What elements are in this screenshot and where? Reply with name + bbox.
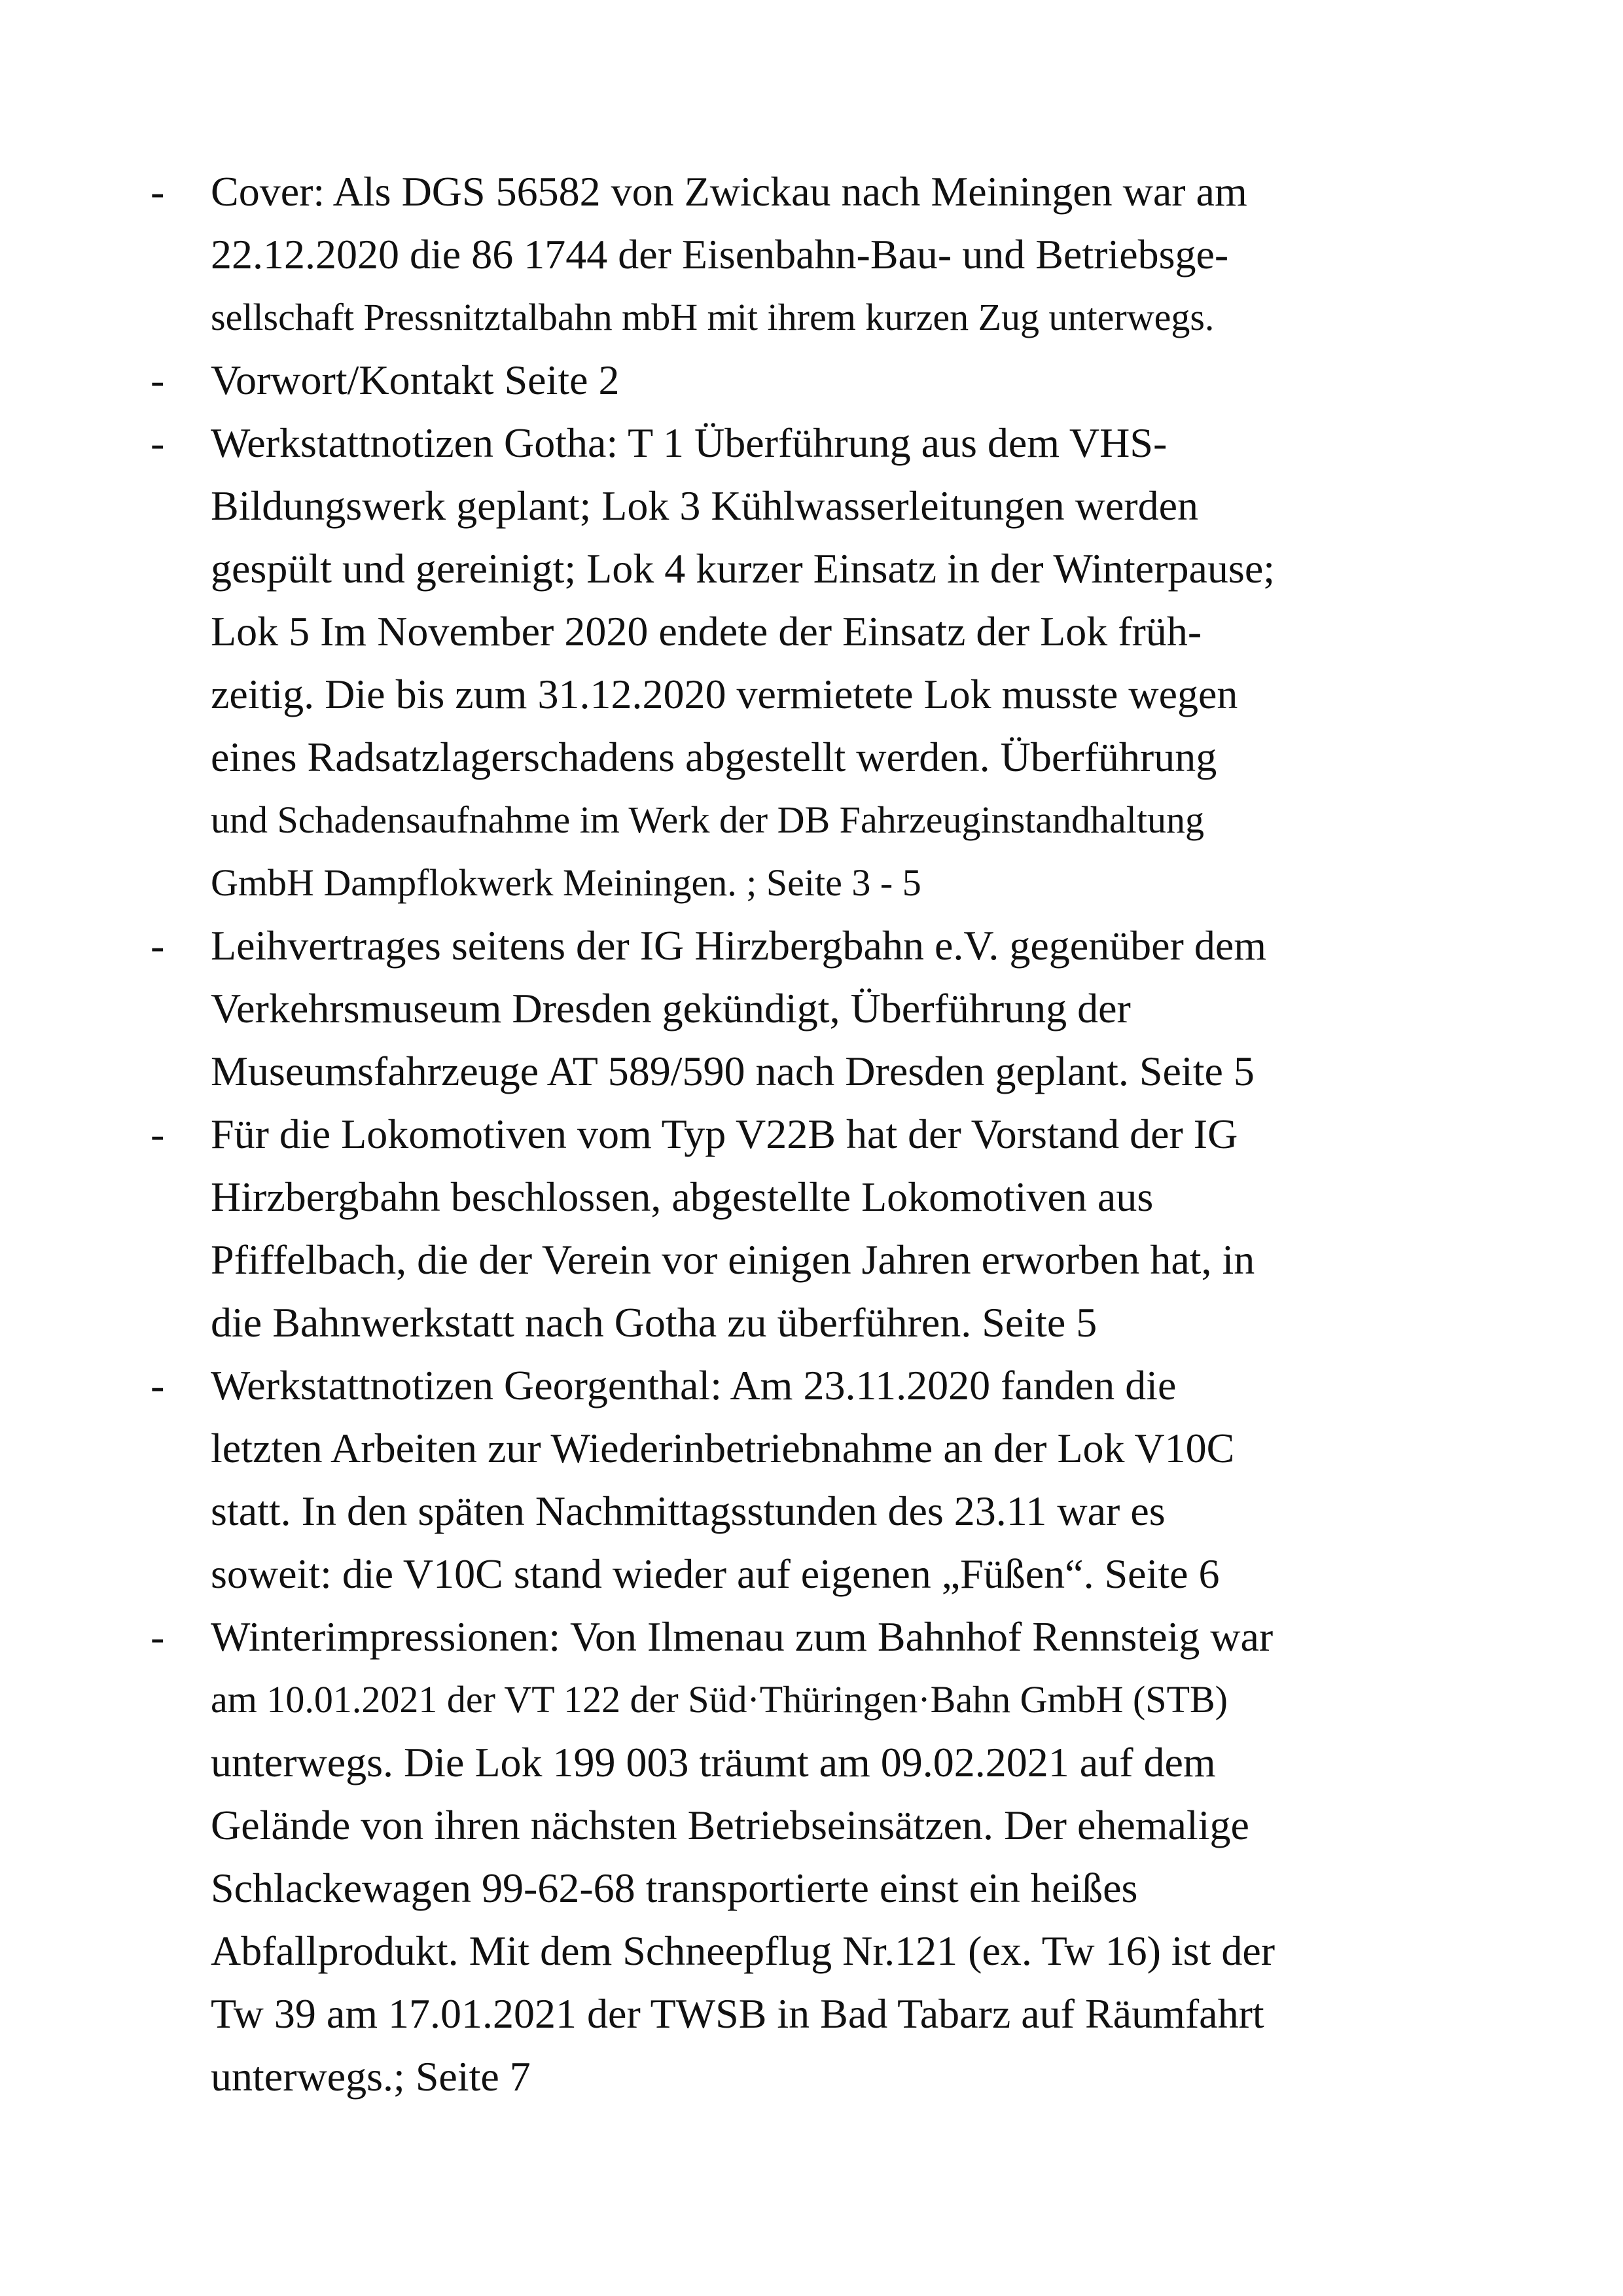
text-line: Für die Lokomotiven vom Typ V22B hat der Vorstand der IG bbox=[211, 1111, 1238, 1157]
text-line: Leihvertrages seitens der IG Hirzbergbahn e.V. gegenüber dem bbox=[211, 922, 1267, 969]
list-item bbox=[151, 1354, 1512, 1605]
content-list bbox=[151, 160, 1512, 2108]
text-line: Werkstattnotizen Georgenthal: Am 23.11.2020 fanden die bbox=[211, 1362, 1177, 1408]
list-item-text bbox=[211, 349, 1512, 412]
text-line: GmbH Dampflokwerk Meiningen. ; Seite 3 - 5 bbox=[211, 861, 921, 904]
bullet-dash: - bbox=[151, 1613, 165, 1660]
text-line: Museumsfahrzeuge AT 589/590 nach Dresden geplant. Seite 5 bbox=[211, 1048, 1255, 1094]
list-item-text bbox=[211, 412, 1512, 914]
bullet-dash: - bbox=[151, 420, 165, 466]
list-item-text bbox=[211, 914, 1512, 1103]
text-line: letzten Arbeiten zur Wiederinbetriebnahme an der Lok V10C bbox=[211, 1425, 1235, 1471]
text-line: Tw 39 am 17.01.2021 der TWSB in Bad Tabarz auf Räumfahrt bbox=[211, 1990, 1264, 2037]
text-line: die Bahnwerkstatt nach Gotha zu überführen. Seite 5 bbox=[211, 1299, 1097, 1346]
text-line: Bildungswerk geplant; Lok 3 Kühlwasserleitungen werden bbox=[211, 482, 1198, 529]
list-item bbox=[151, 160, 1512, 349]
bullet-dash: - bbox=[151, 1362, 165, 1408]
text-line: statt. In den späten Nachmittagsstunden des 23.11 war es bbox=[211, 1488, 1166, 1534]
list-item bbox=[151, 1605, 1512, 2108]
text-line: am 10.01.2021 der VT 122 der Süd·Thüringen·Bahn GmbH (STB) bbox=[211, 1678, 1228, 1721]
list-item-text bbox=[211, 1103, 1512, 1354]
list-item bbox=[151, 914, 1512, 1103]
text-line: eines Radsatzlagerschadens abgestellt werden. Überführung bbox=[211, 734, 1217, 780]
text-line: Cover: Als DGS 56582 von Zwickau nach Meiningen war am bbox=[211, 168, 1247, 215]
text-line: gespült und gereinigt; Lok 4 kurzer Einsatz in der Winterpause; bbox=[211, 545, 1275, 592]
text-line: Winterimpressionen: Von Ilmenau zum Bahnhof Rennsteig war bbox=[211, 1613, 1274, 1660]
list-item bbox=[151, 1103, 1512, 1354]
text-line: Werkstattnotizen Gotha: T 1 Überführung aus dem VHS- bbox=[211, 420, 1168, 466]
text-line: Gelände von ihren nächsten Betriebseinsätzen. Der ehemalige bbox=[211, 1802, 1249, 1848]
bullet-dash: - bbox=[151, 1111, 165, 1157]
text-line: Lok 5 Im November 2020 endete der Einsatz der Lok früh- bbox=[211, 608, 1202, 655]
list-item bbox=[151, 412, 1512, 914]
text-line: unterwegs. Die Lok 199 003 träumt am 09.02.2021 auf dem bbox=[211, 1739, 1216, 1785]
text-line: sellschaft Pressnitztalbahn mbH mit ihrem kurzen Zug unterwegs. bbox=[211, 296, 1215, 338]
text-line: 22.12.2020 die 86 1744 der Eisenbahn-Bau- und Betriebsge- bbox=[211, 231, 1229, 278]
text-line: Pfiffelbach, die der Verein vor einigen Jahren erworben hat, in bbox=[211, 1236, 1255, 1283]
text-line: Abfallprodukt. Mit dem Schneepflug Nr.121 (ex. Tw 16) ist der bbox=[211, 1928, 1275, 1974]
list-item-text bbox=[211, 1354, 1512, 1605]
text-line: zeitig. Die bis zum 31.12.2020 vermietete Lok musste wegen bbox=[211, 671, 1238, 717]
text-line: Vorwort/Kontakt Seite 2 bbox=[211, 357, 620, 403]
text-line: unterwegs.; Seite 7 bbox=[211, 2053, 531, 2100]
list-item bbox=[151, 349, 1512, 412]
bullet-dash: - bbox=[151, 168, 165, 215]
text-line: Verkehrsmuseum Dresden gekündigt, Überführung der bbox=[211, 985, 1131, 1031]
bullet-dash: - bbox=[151, 922, 165, 969]
list-item-text bbox=[211, 160, 1512, 349]
list-item-text bbox=[211, 1605, 1512, 2108]
text-line: Schlackewagen 99-62-68 transportierte einst ein heißes bbox=[211, 1865, 1138, 1911]
text-line: soweit: die V10C stand wieder auf eigenen „Füßen“. Seite 6 bbox=[211, 1551, 1220, 1597]
bullet-dash: - bbox=[151, 357, 165, 403]
text-line: Hirzbergbahn beschlossen, abgestellte Lokomotiven aus bbox=[211, 1174, 1154, 1220]
text-line: und Schadensaufnahme im Werk der DB Fahrzeuginstandhaltung bbox=[211, 798, 1204, 841]
